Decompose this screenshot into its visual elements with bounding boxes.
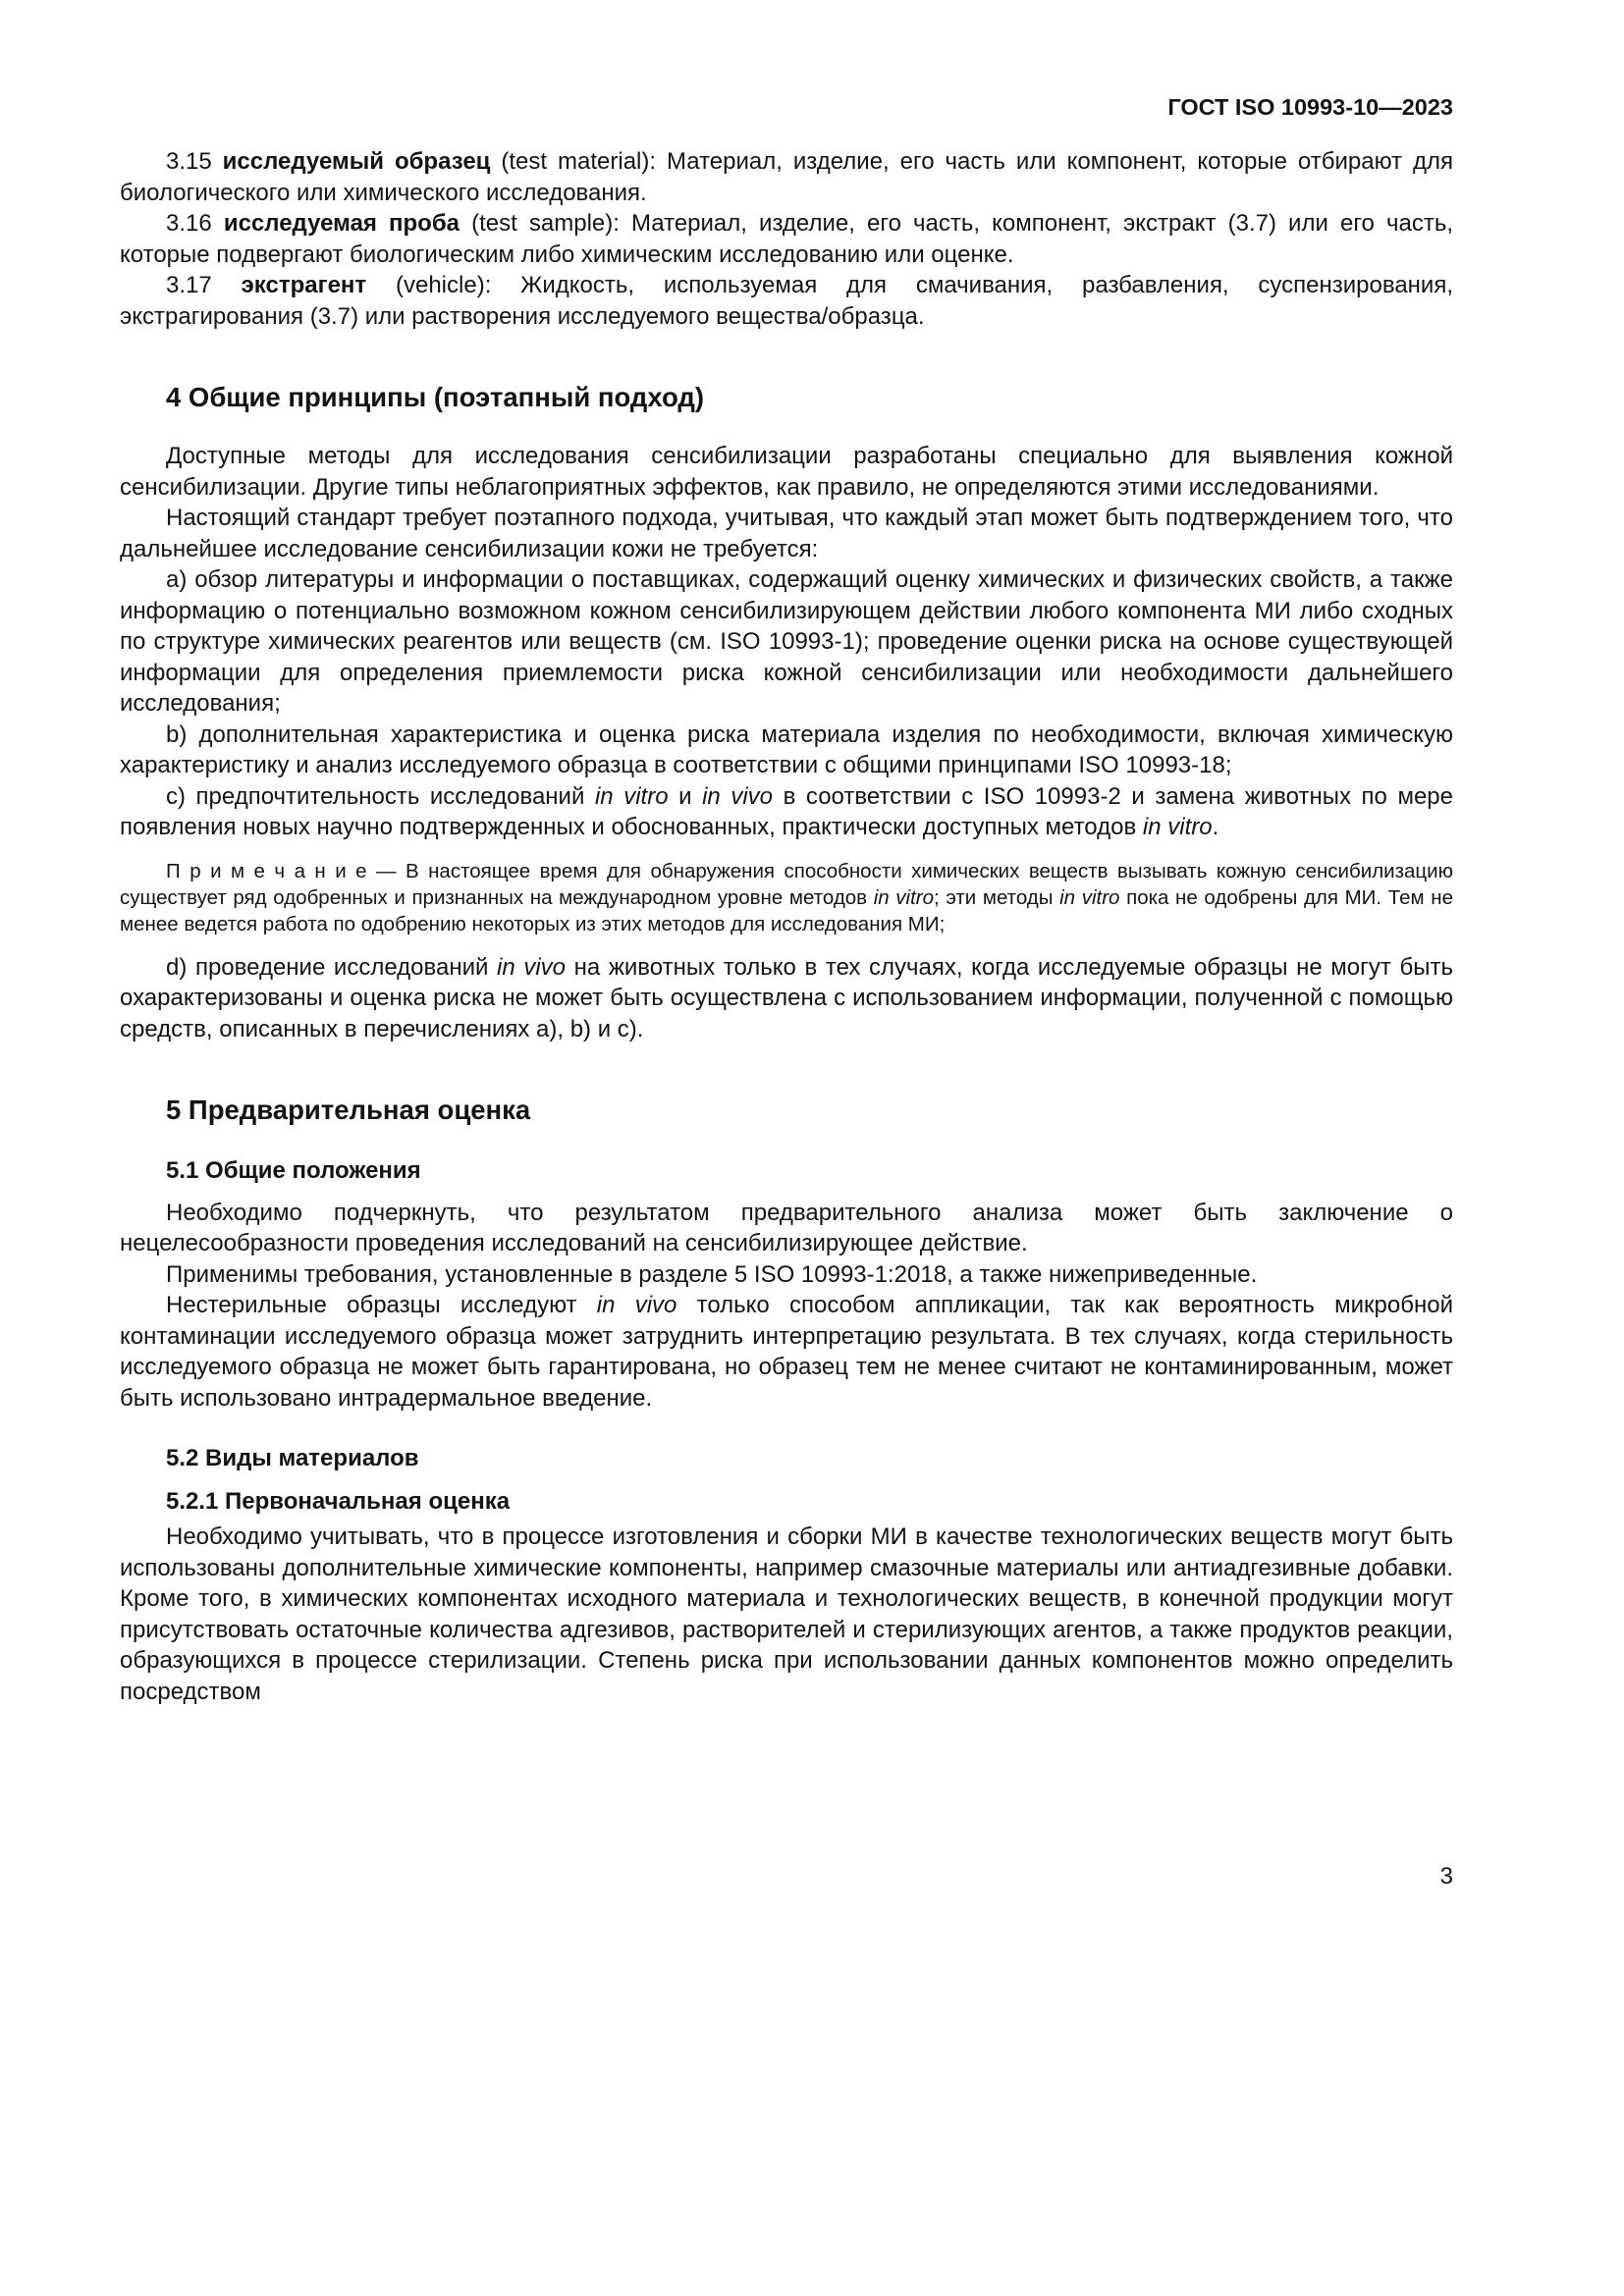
text-segment: 5 Предварительная оценка — [166, 1095, 531, 1125]
text-segment: ; эти методы — [934, 885, 1060, 909]
text-segment: c) предпочтительность исследований — [166, 782, 595, 810]
text-segment: in vivo — [596, 1292, 677, 1318]
section-5-1-heading — [120, 1155, 1453, 1187]
list-item-b — [120, 720, 1453, 781]
text-segment: на животных только в тех случаях, когда исследуемые образцы не могут быть охарактеризованы и оценка риска не может быть осуществлена с использованием информации, полученной с помощью средств, описанных в перечислениях a), b) и c). — [120, 953, 1454, 1042]
running-header — [120, 0, 1453, 121]
list-item-c — [120, 781, 1453, 843]
text-segment: in vivo — [702, 782, 774, 810]
text-segment: in vitro — [594, 782, 669, 810]
page-number: 3 — [1439, 1863, 1453, 1890]
text-segment: Доступные методы для исследования сенсибилизации разработаны специально для выявления кожной сенсибилизации. Другие типы неблагоприятных эффектов, как правило, не определяются этими исследованиями. — [120, 443, 1453, 501]
text-segment: 3.17 — [166, 272, 242, 298]
text-segment: исследуемый образец — [222, 148, 491, 175]
text-segment: экстрагент — [241, 272, 367, 298]
page-column — [120, 0, 1453, 1707]
text-segment: (test material): Материал, изделие, его часть или компонент, которые отбирают для биологического или химического исследования. — [120, 148, 1454, 206]
text-segment: in vitro — [1059, 885, 1120, 909]
text-segment: 5.2 Виды материалов — [166, 1445, 419, 1471]
text-segment: 5.1 Общие положения — [166, 1157, 421, 1184]
text-segment: П р и м е ч а н и е — В настоящее время для обнаружения способности химических веществ вызывать кожную сенсибилизацию существует ряд одобренных и признанных на международном уровне методов — [120, 859, 1453, 909]
term-3-15 — [120, 146, 1453, 208]
text-segment: и — [668, 782, 703, 810]
text-segment: Нестерильные образцы исследуют — [166, 1292, 597, 1318]
text-segment: (test sample): Материал, изделие, его часть, компонент, экстракт (3.7) или его часть, которые подвергают биологическим либо химическим исследованию или оценке. — [120, 210, 1453, 268]
text-segment: 5.2.1 Первоначальная оценка — [166, 1487, 511, 1515]
text-segment: Необходимо учитывать, что в процессе изготовления и сборки МИ в качестве технологических веществ могут быть использованы дополнительные химические компоненты, например смазочные материалы или антиадгезивные добавки. Кроме того, в химических компонентах исходного материала и технологических веществ, в конечной продукции могут присутствовать остаточные количества адгезивов, растворителей и стерилизующих агентов, а также продуктов реакции, образующихся в процессе стерилизации. Степень риска при использовании данных компонентов можно определить посредством — [120, 1523, 1453, 1705]
text-segment: 4 Общие принципы (поэтапный подход) — [166, 382, 705, 412]
section-5-2-1-paragraph-1 — [120, 1522, 1453, 1707]
text-segment: только способом аппликации, так как вероятность микробной контаминации исследуемого образца может затруднить интерпретацию результата. В тех случаях, когда стерильность исследуемого образца не может быть гарантирована, но образец тем не менее считают не контаминированным, может быть использовано интрадермальное введение. — [120, 1292, 1453, 1412]
section-5-1-paragraph-1 — [120, 1198, 1453, 1259]
text-segment: пока не одобрены для МИ. Тем не менее ведется работа по одобрению некоторых из этих методов для исследования МИ; — [120, 885, 1453, 935]
text-segment: . — [1212, 814, 1219, 840]
note-block — [120, 858, 1453, 937]
section-4-paragraph-1 — [120, 441, 1453, 503]
section-5-1-paragraph-3 — [120, 1290, 1453, 1414]
text-segment: in vivo — [497, 953, 567, 981]
text-segment: Необходимо подчеркнуть, что результатом предварительного анализа может быть заключение о нецелесообразности проведения исследований на сенсибилизирующее действие. — [120, 1199, 1453, 1256]
document-content — [120, 146, 1453, 1707]
list-item-d — [120, 952, 1453, 1045]
section-4-heading — [120, 381, 1453, 413]
section-5-heading — [120, 1094, 1453, 1126]
document-number: ГОСТ ISO 10993-10—2023 — [1167, 94, 1453, 120]
text-segment: in vitro — [873, 885, 935, 909]
text-segment: (vehicle): Жидкость, используемая для смачивания, разбавления, суспензирования, экстрагирования (3.7) или растворения исследуемого вещества/образца. — [120, 272, 1453, 330]
text-segment: 3.15 — [166, 148, 223, 175]
text-segment: Настоящий стандарт требует поэтапного подхода, учитывая, что каждый этап может быть подтверждением того, что дальнейшее исследование сенсибилизации кожи не требуется: — [120, 505, 1453, 562]
text-segment: Применимы требования, установленные в разделе 5 ISO 10993-1:2018, а также нижеприведенные. — [166, 1260, 1258, 1288]
term-3-17 — [120, 270, 1453, 332]
text-segment: 3.16 — [166, 210, 224, 237]
text-segment: a) обзор литературы и информации о поставщиках, содержащий оценку химических и физических свойств, а также информацию о потенциально возможном кожном сенсибилизирующем действии любого компонента МИ либо сходных по структуре химических реагентов или веществ (см. ISO 10993-1); проведение оценки риска на основе существующей информации для определения приемлемости риска кожной сенсибилизации или необходимости дальнейшего исследования; — [120, 566, 1453, 717]
list-item-a — [120, 564, 1453, 720]
text-segment: исследуемая проба — [223, 210, 460, 237]
section-5-2-1-heading — [120, 1486, 1453, 1518]
text-segment: в соответствии с ISO 10993-2 и замена животных по мере появления новых научно подтвержденных и обоснованных, практически доступных методов — [120, 782, 1453, 840]
text-segment: in vitro — [1142, 814, 1213, 840]
section-5-1-paragraph-2 — [120, 1259, 1453, 1291]
text-segment: d) проведение исследований — [166, 953, 498, 981]
section-5-2-heading — [120, 1443, 1453, 1474]
section-4-paragraph-2 — [120, 503, 1453, 564]
text-segment: b) дополнительная характеристика и оценка риска материала изделия по необходимости, включая химическую характеристику и анализ исследуемого образца в соответствии с общими принципами ISO 10993-18; — [120, 721, 1453, 778]
term-3-16 — [120, 208, 1453, 270]
